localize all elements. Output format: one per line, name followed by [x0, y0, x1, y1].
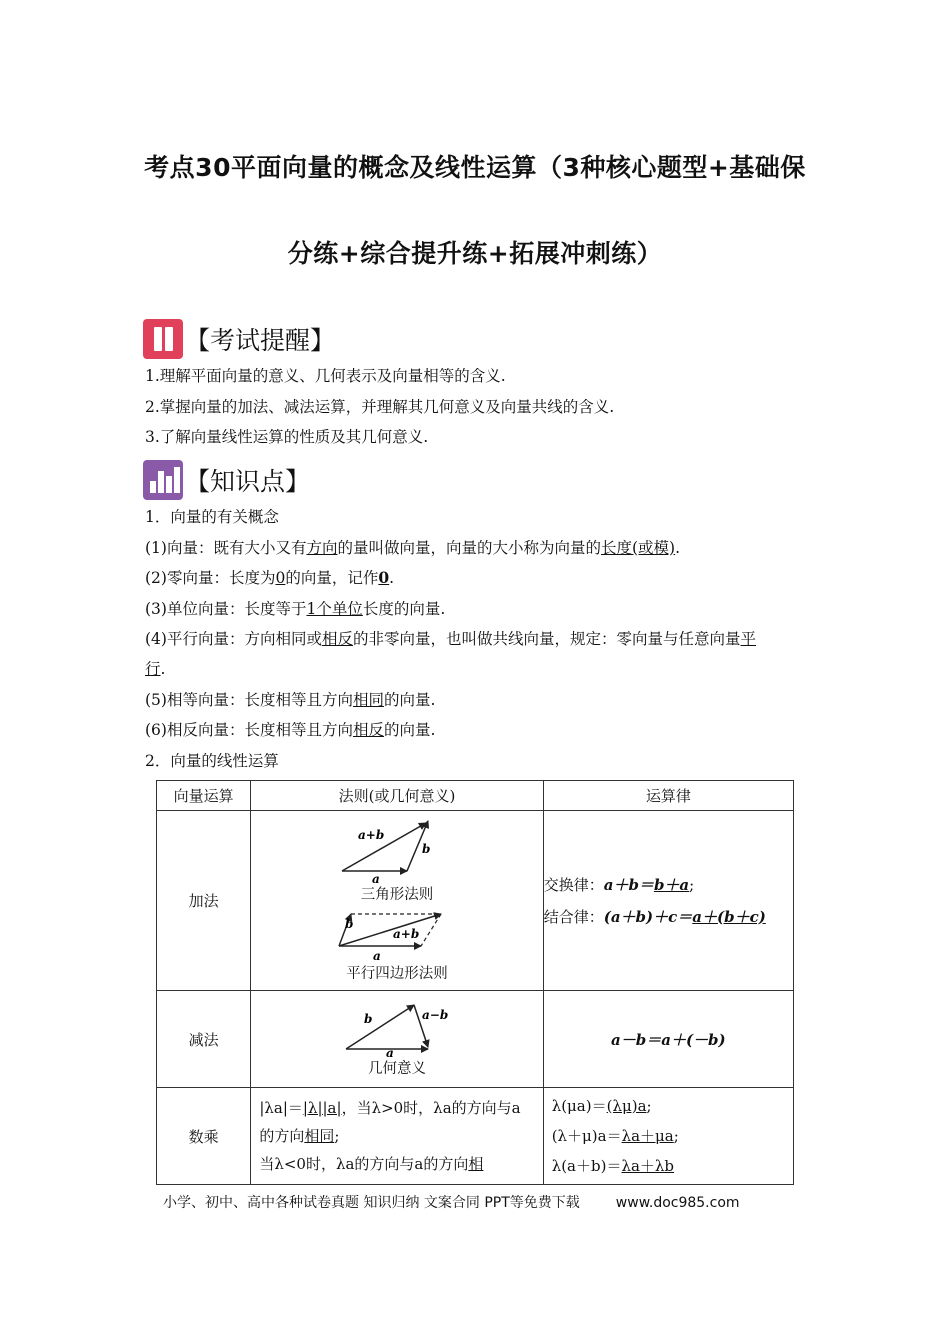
subtraction-diagram	[342, 1001, 452, 1057]
header-operation: 向量运算	[157, 781, 251, 811]
op-name-subtraction: 减法	[157, 991, 251, 1088]
label-a: a	[373, 948, 381, 962]
scalar-rule-line3: 当λ<0时，λa的方向与a的方向相	[259, 1155, 484, 1173]
section-title: 【知识点】	[185, 467, 311, 496]
subheading-vector-concepts: 1．向量的有关概念	[145, 508, 279, 526]
label-a: a	[372, 871, 380, 883]
pause-icon	[143, 319, 183, 359]
scalar-laws-cell	[543, 1088, 793, 1185]
scalar-law-2: (λ＋μ)a＝λa＋μa;	[551, 1127, 679, 1145]
concept-equal-vectors: (5)相等向量：长度相等且方向相同的向量.	[145, 691, 436, 709]
scalar-rule-cell	[251, 1088, 543, 1185]
concept-parallel-vectors: (4)平行向量：方向相同或相反的非零向量，也叫做共线向量，规定：零向量与任意向量平	[145, 630, 757, 648]
header-rule: 法则(或几何意义)	[251, 781, 543, 811]
addition-rule-cell	[251, 811, 543, 991]
label-a-plus-b: a+b	[393, 926, 420, 941]
scalar-rule-line2: 的方向相同;	[259, 1127, 340, 1145]
addition-laws-cell	[543, 811, 793, 991]
reminder-item-3: 3.了解向量线性运算的性质及其几何意义.	[145, 428, 429, 446]
parallelogram-rule-diagram	[337, 908, 457, 962]
section-knowledge-heading	[143, 460, 310, 500]
footer-text: 小学、初中、高中各种试卷真题 知识归纳 文案合同 PPT等免费下载	[163, 1195, 580, 1211]
table-row-subtraction	[157, 991, 794, 1088]
reminder-item-1: 1.理解平面向量的意义、几何表示及向量相等的含义.	[145, 367, 506, 385]
subheading-linear-operations: 2．向量的线性运算	[145, 752, 279, 770]
scalar-rule-line1: |λa|＝|λ||a|，当λ>0时，λa的方向与a	[259, 1099, 521, 1117]
footer-website-link[interactable]: www.doc985.com	[615, 1195, 740, 1211]
scalar-law-3: λ(a＋b)＝λa＋λb	[551, 1157, 675, 1175]
table-row-addition	[157, 811, 794, 991]
concept-opposite-vectors: (6)相反向量：长度相等且方向相反的向量.	[145, 721, 436, 739]
table-header-row	[157, 781, 794, 811]
reminder-item-2: 2.掌握向量的加法、减法运算，并理解其几何意义及向量共线的含义.	[145, 398, 615, 416]
label-b: b	[422, 841, 431, 856]
label-b: b	[364, 1011, 373, 1026]
vector-b-arrow	[346, 1005, 414, 1049]
label-a-minus-b: a−b	[422, 1007, 449, 1022]
commutative-law: 交换律：a＋b＝b＋a;	[543, 875, 695, 894]
document-title-line1: 考点30平面向量的概念及线性运算（3种核心题型+基础保	[144, 153, 806, 182]
caption-parallelogram-rule: 平行四边形法则	[346, 965, 448, 982]
section-exam-reminder-heading	[143, 319, 335, 359]
header-laws: 运算律	[543, 781, 793, 811]
caption-geometric-meaning: 几何意义	[368, 1060, 427, 1077]
label-a-plus-b: a+b	[358, 827, 385, 842]
op-name-scalar-multiplication: 数乘	[157, 1088, 251, 1185]
scalar-law-1: λ(μa)＝(λμ)a;	[551, 1097, 652, 1115]
vector-sum-arrow	[339, 914, 441, 946]
document-title-line2: 分练+综合提升练+拓展冲刺练）	[287, 239, 663, 268]
table-row-scalar-multiplication	[157, 1088, 794, 1185]
triangle-rule-diagram	[332, 817, 462, 883]
page-footer	[163, 1192, 740, 1212]
section-title: 【考试提醒】	[185, 326, 336, 355]
subtraction-law: a－b＝a＋(－b)	[611, 1030, 726, 1049]
concept-vector: (1)向量：既有大小又有方向的量叫做向量，向量的大小称为向量的长度(或模).	[145, 539, 681, 557]
vector-operations-table	[156, 780, 794, 1185]
caption-triangle-rule: 三角形法则	[360, 886, 434, 903]
concept-parallel-vectors-cont: 行.	[145, 660, 166, 678]
associative-law: 结合律：(a＋b)＋c＝a＋(b＋c)	[543, 907, 766, 926]
subtraction-law-cell	[543, 991, 793, 1088]
subtraction-rule-cell	[251, 991, 543, 1088]
concept-zero-vector: (2)零向量：长度为0的向量，记作0.	[145, 568, 395, 587]
label-b: b	[345, 916, 354, 931]
concept-unit-vector: (3)单位向量：长度等于1个单位长度的向量.	[145, 600, 446, 618]
op-name-addition: 加法	[157, 811, 251, 991]
label-a: a	[386, 1045, 394, 1057]
bar-chart-icon	[143, 460, 183, 500]
